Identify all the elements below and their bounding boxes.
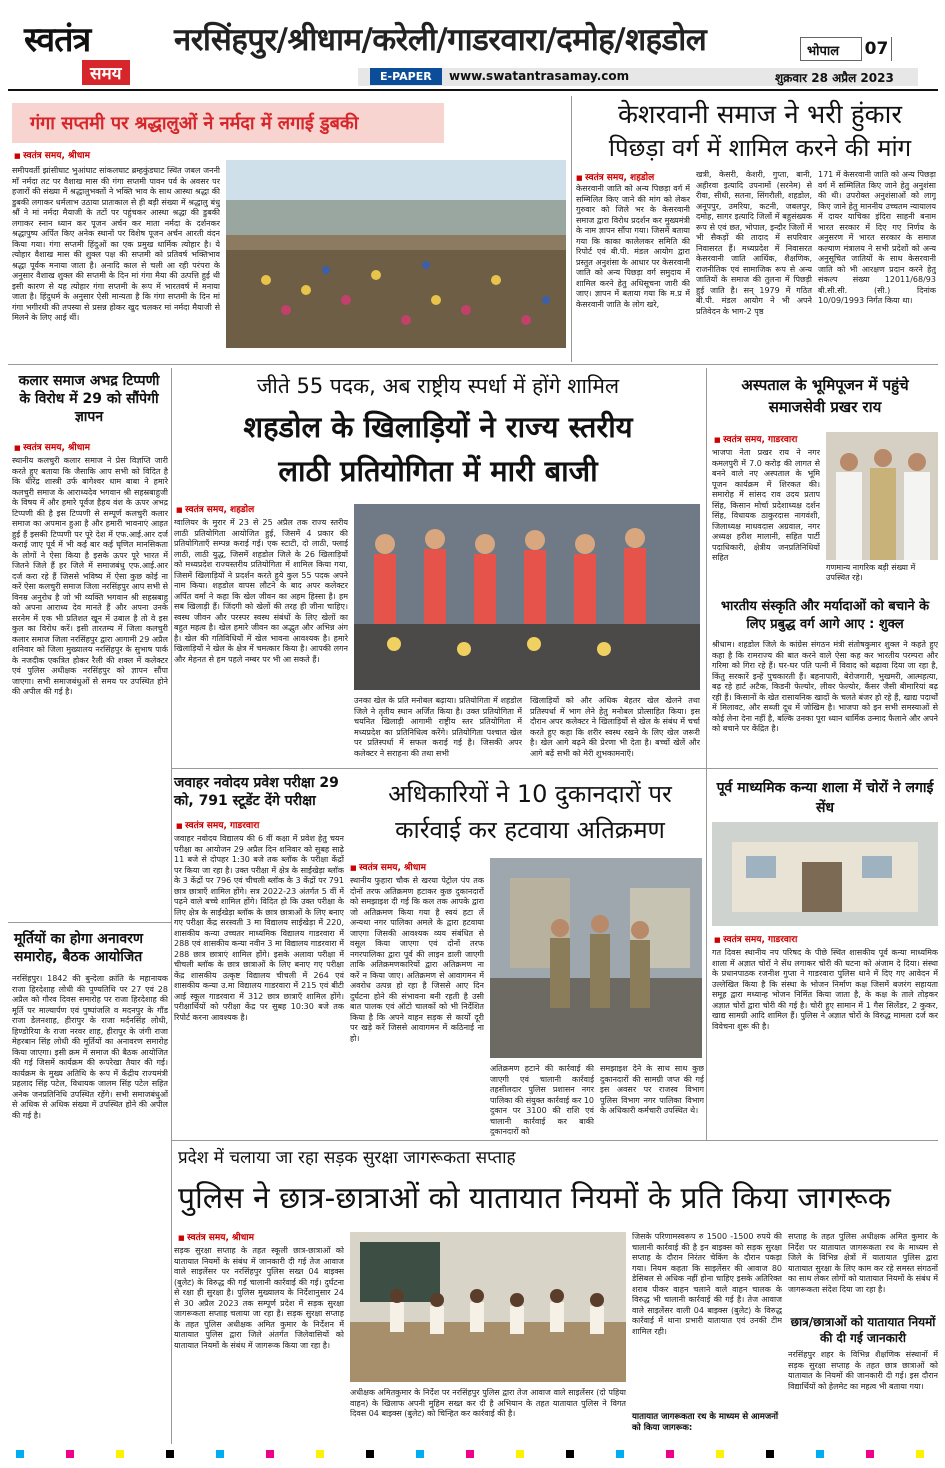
- story7-body: जवाहर नवोदय विद्यालय की 6 वीं कक्षा में प्रवेश हेतु चयन परीक्षा का आयोजन 29 अप्रैल दिन शनिवार को सुबह साढ़े 11 बजे से दोपहर 1:30 बजे तक ब्लॉक के परीक्षा केंद्रों पर किया जा रहा है। उक्त परीक्षा में क्षेत्र के साईखेड़ा ब्लॉक के 3 केंद्रों पर 796 एवं चीचली ब्लॉक के 3 केंद्रों पर 791 छात्र छात्राएँ शामिल होंगे। सत्र 2022-23 अंतर्गत 5 वीं में पढ़ने वाले बच्चे शामिल होंगे। विदित हो कि उक्त परीक्षा के लिए क्षेत्र के साईखेड़ा ब्लॉक के छात्र छात्राओं के लिए बनाए गए परीक्षा केंद्र सरस्वती 3 मा विद्यालय साईखेड़ा में 220, शासकीय कन्या उच्चतर माध्यमिक विद्यालय गाडरवारा में 288 एवं शासकीय कन्या नवीन 3 मा विद्यालय गाडरवारा में 288 छात्र छात्राएं शामिल होंगे। इसके अलावा परीक्षा में चीचली ब्लॉक के छात्र छात्राओं के लिए बनाए गए परीक्षा केंद्र शासकीय उत्कृष्ट विद्यालय चीचली में 264 एवं शासकीय कन्या उ.मा विद्यालय गाडरवारा में 215 एवं बीटी आई स्कूल गाडरवारा में 312 छात्र छात्राएँ शामिल होंगे। परीक्षार्थियों को परीक्षा केंद्र पर सुबह 10:30 बजे तक रिपोर्ट करना आवश्यक है।: [174, 834, 344, 1022]
- story4-caption-b: खिलाड़ियों को और अधिक बेहतर खेल खेलने तथा प्रतिस्पर्धा में भाग लेने हेतु मनोबल प्रोत्साहित किया। इस दौरान अपर कलेक्टर ने खिलाड़ियों से खेल के संबंध में चर्चा करते हुए कहा कि शरीर स्वस्थ रखने के लिए खेल जरूरी है। खेल आगे बढ़ने की प्रेरणा भी देता है। बच्चों खेलें और आगे बढ़ें सभी को मेरी शुभकामनाएँ।: [530, 696, 700, 758]
- website-link[interactable]: www.swatantrasamay.com: [449, 69, 630, 83]
- logo-title: स्वतंत्र: [24, 20, 91, 60]
- story9-photo: [712, 822, 938, 926]
- section-rule-2: [172, 1140, 938, 1141]
- school-building-photo: [712, 822, 938, 926]
- story10-headline: मूर्तियों का होगा अनावरण समारोह, बैठक आयोजित: [14, 931, 144, 965]
- story8-caption-a: अतिक्रमण हटाने की कार्रवाई की जाएगी एवं चालानी कार्रवाई तहसीलदार पुलिस प्रशासन नगर पालिका की संयुक्त कार्रवाई कर 10 दुकान पर 3100 की राशि एवं चालानी कार्रवाई कर बाकी दुकानदारों को: [490, 1064, 594, 1136]
- story7-byline: ■ स्वतंत्र समय, गाडरवारा: [176, 818, 259, 831]
- story1-headline: गंगा सप्तमी पर श्रद्धालुओं ने नर्मदा में लगाई डुबकी: [30, 113, 359, 134]
- story2-headline-line2: पिछड़ा वर्ग में शामिल करने की मांग: [608, 134, 912, 162]
- story10-body: नरसिंहपुर। 1842 की बुन्देला क्रांति के महानायक राजा हिरदेशाह लोधी की पुण्यतिथि पर 27 एवं 28 अप्रैल को गौरव दिवस समारोह पर राजा हिरदेशाह की मूर्ति पर माल्यार्पण एवं पुष्पांजलि व मदनपुर के गौंड राजा डेलनशाह, हीरापुर के राजा मर्दनसिंह लोधी, हिण्डोरिया के राजा नरवर शाह, हीरापुर के जंगी राजा मेहरबान सिंह लोधी की मूर्तियों का अनावरण समारोह किया जाएगा। इसी क्रम में समाज की बैठक आयोजित की गई जिसमें कार्यक्रम की रूपरेखा तैयार की गई। कार्यक्रम के मुख्य अतिथि के रूप में केंद्रीय राज्यमंत्री प्रहलाद सिंह पटेल, विधायक जालम सिंह पटेल सहित अनेक जनप्रतिनिधि उपस्थित रहेंगे। सभी समाजबंधुओं से अधिक से अधिक संख्या में उपस्थित होने की अपील की गई है।: [12, 974, 168, 1120]
- story9-byline: ■ स्वतंत्र समय, गाडरवारा: [714, 932, 797, 945]
- story8-byline: ■ स्वतंत्र समय, श्रीधाम: [350, 860, 426, 873]
- story2-headline-line1: केशरवानी समाज ने भरी हुंकार: [617, 100, 903, 130]
- river-ghat-photo: [226, 160, 566, 348]
- registration-marks: [6, 1446, 940, 1462]
- story9-headline: पूर्व माध्यमिक कन्या शाला में चोरों ने लगाई सेंध: [716, 780, 934, 816]
- story11-sub-headline: छात्र/छात्राओं को यातायात नियमों की दी गई जानकारी: [790, 1315, 936, 1345]
- story4-photo: [354, 504, 700, 690]
- section-rule-4: [8, 922, 171, 923]
- column-rule-top: [571, 96, 572, 362]
- story2-col1: केसरवानी जाति को अन्य पिछड़ा वर्ग में सम्मिलित किए जाने की मांग को लेकर गुरुवार को जिले भर के केसरवानी समाज द्वारा विरोध प्रदर्शन कर मुख्यमंत्री के नाम ज्ञापन सौंपा गया। जिसमें बताया गया कि काका कालेलकर समिति की रिपोर्ट एवं बी.पी. मंडल आयोग द्वारा प्रस्तुत अनुशंसा के आधार पर केसरवानी जाति को अन्य पिछड़ा वर्ग समुदाय में शामिल करने हेतु अधिसूचना जारी की जाए। ज्ञापन में बताया गया कि म.प्र में केसरवानी जाति के लोग खरे,: [576, 184, 690, 309]
- story4-caption-a: उनका खेल के प्रति मनोबल बढ़ाया। प्रतियोगिता में शहडोल जिले ने तृतीय स्थान अर्जित किया है। उक्त प्रतियोगिता में चयनित खिलाड़ी आगामी राष्ट्रीय स्तर प्रतियोगिता में मध्यप्रदेश का प्रतिनिधित्व करेंगे। प्रतियोगिता पश्चात खेल पर प्रतिस्पर्धा में सफल कराई गई है। जिसकी अपर कलेक्टर ने सराहना की तथा सभी: [354, 696, 522, 758]
- edition-box: [800, 37, 892, 61]
- story4-kicker: जीते 55 पदक, अब राष्ट्रीय स्पर्धा में होंगे शामिल: [256, 374, 620, 398]
- story8-body: स्थानीय फुहारा चौक से खरया पेट्रोल पंप तक दोनों तरफ अतिक्रमण हटाकर कुछ दुकानदारों को समझाइश दी गई कि कल तक आपके द्वारा जो अतिक्रमण किया गया है स्वयं हटा लें अन्यथा नगर पालिका अमले के द्वारा हटवाया जाएगा जिसकी आवश्यक व्यय संबंधित से वसूल किया जाएगा एवं दोनों तरफ नगरपालिका द्वारा पूर्व की लाइन डाली जाएगी ताकि अतिक्रमणकारियों द्वारा अतिक्रमण ना करें न किया जाए। अतिक्रमण से आवागमन में अवरोध उत्पन्न हो रहा है जिससे आए दिन दुर्घटना होने की संभावना बनी रहती है उसी बात पालक एवं ऑटो चालकों को भी निर्देशित किया है कि अपने वाहन सड़क से कार्यो दूरी पर खड़े करें जिससे आवागमन में कठिनाई ना हो।: [350, 876, 484, 1043]
- story8-caption-b: समझाइश देने के साथ साथ कुछ दुकानदारों की सामग्री जप्त की गई इस अवसर पर राजस्व विभाग पुलिस विभाग नगर पालिका विभाग के अधिकारी कर्मचारी उपस्थित थे।: [600, 1064, 704, 1115]
- newspaper-logo: [24, 20, 156, 86]
- story8-photo: [490, 858, 702, 1058]
- story3-body: स्थानीय कलचुरी कलार समाज ने प्रेस विज्ञप्ति जारी करते हुए बताया कि जैसाकि आप सभी को विदित है कि धीरेंद्र शास्त्री उर्फ बागेश्वर धाम बाबा ने हमारे कलचुरी समाज के आराध्यदेव भगवान श्री सहस्रबाहुजी के विषय में और हमारे पूर्वज हैहय वंश के ऊपर अभद्र टिप्पणी की है इस टिप्पणी से सम्पूर्ण कलचुरी कलार समाज का अपमान हुआ है और हमारी भावनाएं आहत हुई हैं इसकी टिप्पणी पर पूरे देश में एफ.आई.आर दर्ज कराई जाए पूर्व में भी कई बार कई घृणित मानसिकता के लोगों ने ऐसा किया है इसके ऊपर पूरे भारत में जितने जिले हैं हर जिले में समाजबंधु एफ.आई.आर दर्ज करा रहे हैं जिससे भविष्य में ऐसा कुछ कोई ना करें ऐसा कलचुरी समाज जिला नरसिंहपुर आप सभी से विनम्र अनुरोध है जो भी व्यक्ति भगवान श्री सहस्रबाहु को अपना आराध्य देव मानते हैं और अपना उनके सरनेम में एक भी प्रतिशत खून में उबाल है तो वे इस कुल का विरोध करें। इसी तारतम्य में जिला कलचुरी कलार समाज जिला नरसिंहपुर द्वारा आगामी 29 अप्रैल शनिवार को जिला मुख्यालय नरसिंहपुर के सुभाष पार्क के नजदीक एकत्रित होकर रैली की शक्ल में कलेक्टर एवं पुलिस अधीक्षक नरसिंहपुर को ज्ञापन सौंपा जाएगा। सभी समाजबंधुओं से समय पर उपस्थित होने की अपील की गई है।: [12, 456, 168, 696]
- story5-body: भाजपा नेता प्रखर राय ने नगर कमलपुरी में 7.0 करोड़ की लागत से बनने वाले नए अस्पताल के भूमि पूजन कार्यक्रम में शिरकत की। समारोह में सांसद राव उदय प्रताप सिंह, किसान मोर्चा प्रदेशाध्यक्ष दर्शन सिंह, विधायक ठाकुरदास नागवंशी, जिलाध्यक्ष माधवदास अग्रवाल, नगर अध्यक्ष हरीश मालानी, सहित पार्टी पदाधिकारी, क्षेत्रीय जनप्रतिनिधियों सहित: [712, 448, 820, 562]
- bhoomipujan-photo: [826, 432, 938, 560]
- section-rule-3: [172, 768, 938, 769]
- story5-headline: अस्पताल के भूमिपूजन में पहुंचे समाजसेवी प्रखर राय: [741, 376, 909, 416]
- story11-headline: पुलिस ने छात्र-छात्राओं को यातायात नियमों के प्रति किया जागरूक: [178, 1181, 891, 1216]
- story11-col3-tail: नरसिंहपुर शहर के विभिन्न शैक्षणिक संस्थानों में सड़क सुरक्षा सप्ताह के तहत छात्र छात्राओं को यातायात के नियमों की जानकारी दी गई। इस दौरान विद्यार्थियों को हेलमेट का महत्व भी बताया गया।: [788, 1350, 938, 1391]
- story8-headline-line2: कार्रवाई कर हटवाया अतिक्रमण: [395, 816, 665, 844]
- story11-kicker: प्रदेश में चलाया जा रहा सड़क सुरक्षा जागरूकता सप्ताह: [178, 1148, 516, 1168]
- masthead: [0, 0, 945, 90]
- logo-subtitle: समय: [82, 60, 130, 85]
- story11-photo: [350, 1232, 626, 1382]
- story11-col2-tail: यातायात जागरूकता रथ के माध्यम से आमजनों को किया जागरूक:: [632, 1412, 779, 1433]
- athletes-group-photo: [354, 504, 700, 690]
- story2-col3: 171 में केसरवानी जाति को अन्य पिछड़ा वर्ग में सम्मिलित किए जाने हेतु अनुशंसा की थी। उपरोक्त अनुशंसाओं को लागू किए जाने हेतु माननीय उच्चतम न्यायालय में दायर याचिका इंदिरा साहनी बनाम भारत सरकार में दिए गए निर्णय के अनुसरण में भारत सरकार के समाज कल्याण मंत्रालय ने सभी प्रदेशों को अन्य अनुसूचित जातियों के साथ केसरवानी जाति को भी आरक्षण प्रदान करने हेतु संकल्प संख्या 12011/68/93 बी.सी.सी. (सी.) दिनांक 10/09/1993 निर्गत किया था।: [818, 170, 936, 305]
- story7-headline: जवाहर नवोदय प्रवेश परीक्षा 29 को, 791 स्टूडेंट देंगे परीक्षा: [174, 775, 339, 809]
- story1-byline: ■ स्वतंत्र समय, श्रीधाम: [14, 148, 90, 161]
- story5-byline: ■ स्वतंत्र समय, गाडरवारा: [714, 432, 797, 445]
- column-rule-left: [171, 368, 172, 1444]
- story2-col2: खत्री, केसरी, केशरी, गुप्ता, बानी, अहीरवा इत्यादि उपनामों (सरनेम) से रीवा, सीधी, सतना, सिंगरौली, शहडोल, अनूपपुर, उमरिया, कटनी, जबलपुर, दमोह, सागर इत्यादि जिलों में बहुसंख्यक रूप से एवं छत, भोपाल, इन्दौर जिलों में भी सैकड़ों की तादाद में सपरिवार निवासरत हैं। मध्यप्रदेश में निवासरत केसरवानी जाति आर्थिक, शैक्षणिक, राजनीतिक एवं सामाजिक रूप से अन्य जातियों के समाज की तुलना में पिछड़ी हुई जाति है। सन् 1979 में गठित बी.पी. मंडल आयोग ने भी अपने प्रतिवेदन के भाग-2 पृष्ठ: [696, 170, 812, 316]
- story5-photo: [826, 432, 938, 560]
- story11-col2: जिसके परिणामस्वरूप रु 1500 -1500 रुपये की चालानी कार्रवाई की है इन बाइक्स को सड़क सुरक्षा सप्ताह के दौरान निरंतर चेकिंग के दौरान पकड़ा गया। नियम कहता कि साइलेंसर की आवाज 80 डेसिबल से अधिक नहीं होना चाहिए इसके अतिरिक्त शराब पीकर वाहन चलाने वाले वाहन चालक के विरुद्ध भी चालानी कार्रवाई की गई है। तेज आवाज वाले साइलेंसर वाली 04 बाइक्स (बुलेट) के विरुद्ध कार्रवाई में थाना प्रभारी यातायात एवं उनकी टीम शामिल रही।: [632, 1232, 782, 1336]
- story11-byline: ■ स्वतंत्र समय, श्रीधाम: [178, 1230, 254, 1243]
- story3-headline: कलार समाज अभद्र टिप्पणी के विरोध में 29 को सौंपेगी ज्ञापन: [18, 373, 160, 425]
- story11-col3: सप्ताह के तहत पुलिस अधीक्षक अमित कुमार के निर्देश पर यातायात जागरूकता रथ के माध्यम से जिले के विभिन्न क्षेत्रों में यातायात पुलिस द्वारा यातायात सुरक्षा के लिए काम कर रहे समस्त संगठनों का साथ लेकर लोगों को यातायात नियमों के संबंध में जागरूकता संदेश दिया जा रहा है।: [788, 1232, 938, 1294]
- story6-headline: भारतीय संस्कृति और मर्यादाओं को बचाने के लिए प्रबुद्ध वर्ग आगे आए : शुक्ल: [720, 599, 930, 632]
- story4-body: ग्वालियर के मुरार में 23 से 25 अप्रैल तक राज्य स्तरीय लाठी प्रतियोगिता आयोजित हुई, जिसमें 4 प्रकार की प्रतियोगिताएँ सम्पन्न कराई गई। एक स्टाटी, दो लाठी, फ्लाई लाठी, लाठी युद्ध, जिसमें शहडोल जिले के 26 खिलाड़ियों को मध्यप्रदेश राज्यस्तरीय प्रतियोगिता में शामिल किया गया, जिसमें खिलाड़ियों ने प्रदर्शन करते हुये कुल 55 पदक अपने नाम किया। शहडोल वापस लौटने के बाद अपर कलेक्टर अर्पित वर्मा ने कहा कि खेल जीवन का अहम हिस्सा है। हम सब खिलाड़ी हैं। जिंदगी को खेलों की तरह ही जीना चाहिए। स्वस्थ जीवन और परस्पर स्वस्थ संबंधों के लिए खेलों का बहुत महत्व है। खेल हमारे जीवन का अद्भुत और अभिन्न अंग है। खेल की गतिविधियों में खेल भावना आवश्यक है। हमारे खिलाड़ियों ने खेल के क्षेत्र में चमत्कार किया है। आपकी लगन और मेहनत से हम पहले नम्बर पर भी आ सकते हैं।: [174, 518, 348, 664]
- dateline: शुक्रवार 28 अप्रैल 2023: [775, 71, 894, 85]
- story4-byline: ■ स्वतंत्र समय, शहडोल: [176, 502, 254, 515]
- epaper-label: E-PAPER: [370, 68, 442, 85]
- story1-body: समीपवर्ती झांसीघाट भुआंघाट सांकलघाट ब्रम्हकुंडघाट स्थित जबल जननी माँ नर्मदा तट पर वैशाख मास की गंगा सप्तमी पावन पर्व के अवसर पर हजारों की संख्या में श्रद्धालुभक्तों ने भक्ति भाव के साथ आस्था श्रद्धा की डुबकी लगाकर धर्मलाभ उठाया प्रातःकाल से ही बड़ी संख्या में श्रद्धालु बंधु श्रौं ने मां नर्मदा मैयाजी के तटों पर पहुंचकर आस्था श्रद्धा की डुबकी लगाकर स्नान ध्यान कर पूजन अर्चन कर माता नर्मदा के दर्शनकर श्रद्धापुष्प अर्पित किए अनेक स्थानों पर विशेष पूजन अर्चन आरती वंदन किया गया। गंगा सप्तमी हिंदुओं का एक प्रमुख धार्मिक त्योहार है। ये त्योहार वैशाख मास की शुक्ल पक्ष की सप्तमी को प्रतिवर्ष भक्तिभाव श्रद्धा पूर्वक मनाया जाता है। अनादि काल से चली आ रही परंपरा के अनुसार वैशाख शुक्ल की सप्तमी के दिन मां गंगा मैया की उत्पत्ति हुई थी इसी कारण से यह त्योहार गंगा सप्तमी के रूप में भारतवर्ष में मनाया जाता है। हिंदुधर्म के अनुसार ऐसी मान्यता है कि गंगा सप्तमी के दिन मां गंगा भगीरथी की तपस्या से प्रसन्न होकर खुद चलकर मां नर्मदा मैयाजी से मिलने के लिए आई थीं।: [12, 166, 220, 322]
- story9-body: गत दिवस स्थानीय नप परिषद के पीछे स्थित शासकीय पूर्व कन्या माध्यमिक शाला में अज्ञात चोरों ने सेंध लगाकर चोरी की घटना को अंजाम दे दिया। संस्था के प्रधानपाठक रजनीश गुप्ता ने गाडरवारा पुलिस थाने में दिए गए आवेदन में उल्लेखित किया है कि संस्था के भोजन निर्माण कक्ष जिसमें बजरंग सहायता समूह द्वारा मध्यान्ह भोजन निर्मित किया जाता है, के कक्ष के ताले तोड़कर अज्ञात चोरों द्वारा चोरी की गई है। चोरी हुए सामान में 1 गैस सिलेंडर, 2 कुकर, खाद्य सामग्री आदि शामिल हैं। पुलिस ने अज्ञात चोरों के विरुद्ध मामला दर्ज कर विवेचना शुरू की है।: [712, 948, 938, 1031]
- column-rule-right: [706, 368, 707, 1140]
- page-number: 07: [861, 37, 891, 61]
- encroachment-drive-photo: [490, 858, 702, 1058]
- classroom-photo: [350, 1232, 626, 1382]
- story4-headline-line1: शहडोल के खिलाड़ियों ने राज्य स्तरीय: [243, 410, 633, 444]
- story2-byline: ■ स्वतंत्र समय, शहडोल: [576, 170, 654, 183]
- story11-caption: अधीक्षक अमितकुमार के निर्देश पर नरसिंहपुर पुलिस द्वारा तेज आवाज वाले साइलेंसर (दो पहिया वाहन) के खिलाफ अपनी मुहिम सख्त कर दी है अभियान के तहत यातायात पुलिस ने विगत दिवस 04 बाइक्स (बुलेट) को चिन्हित कर कार्रवाई की है।: [350, 1388, 626, 1418]
- story1-photo: [226, 160, 566, 348]
- edition-cities: नरसिंहपुर/श्रीधाम/करेली/गाडरवारा/दमोह/शहडोल: [174, 22, 707, 58]
- story4-headline-line2: लाठी प्रतियोगिता में मारी बाजी: [278, 454, 598, 488]
- story8-headline-line1: अधिकारियों ने 10 दुकानदारों पर: [388, 780, 672, 808]
- masthead-rule: [8, 89, 938, 91]
- story3-byline: ■ स्वतंत्र समय, श्रीधाम: [14, 440, 90, 453]
- section-rule-1: [8, 364, 938, 365]
- edition-city: भोपाल: [807, 44, 840, 59]
- story5-photo-caption: गणमान्य नागरिक बड़ी संख्या में उपस्थित रहे।: [826, 563, 916, 582]
- story6-body: श्रीधाम। शहडोल जिले के कांग्रेस संगठन मंत्री संतोषकुमार शुक्ल ने कहते हुए कहा है कि रामराज्य की बात करने वाले ऐसा कह कर भारतीय परम्परा और गरिमा को गिरा रहे हैं। घर-घर पति पत्नी में विवाद को बढ़ावा दिया जा रहा है, किंतु सरकारें इन्हें पुचकारती हैं। बहनापारी, बेरोजगारी, भुखमरी, आत्महत्या, बढ़ रहे हार्ट अटैक, किडनी फेल्योर, लीवर फेल्योर, कैंसर जैसी बीमारियां बढ़ रही हैं। किसानों के खेत रासायनिक खादों के चलते बंजर हो रहे हैं, खाद्य पदार्थों में मिलावट, और सब्जी दूध में जोखिम है। भाजपा को इन सभी समस्याओं से कोई लेना देना नहीं है, बल्कि उनका पूरा ध्यान धार्मिक उन्माद फैलाने और अपने को बचाने पर केंद्रित है।: [712, 640, 938, 733]
- story11-body: सड़क सुरक्षा सप्ताह के तहत स्कूली छात्र-छात्राओं को यातायात नियमों के संबंध में जानकारी दी गई तेज आवाज वाले साइलेंसर पर नरसिंहपुर पुलिस सख्त 04 बाइक्स (बुलेट) के विरुद्ध की गई चालानी कार्रवाई की गई। दुर्घटना से रक्षा ही सुरक्षा है। पुलिस मुख्यालय के निर्देशानुसार 24 से 30 अप्रैल 2023 तक सम्पूर्ण प्रदेश में सड़क सुरक्षा जागरूकता सप्ताह चलाया जा रहा है। सड़क सुरक्षा सप्ताह के तहत पुलिस अधीक्षक अमित कुमार के निर्देशन में यातायात पुलिस द्वारा जिले अंतर्गत जिलेवासियों को यातायात नियमों के संबंध में जागरूक किया जा रहा है।: [174, 1246, 344, 1350]
